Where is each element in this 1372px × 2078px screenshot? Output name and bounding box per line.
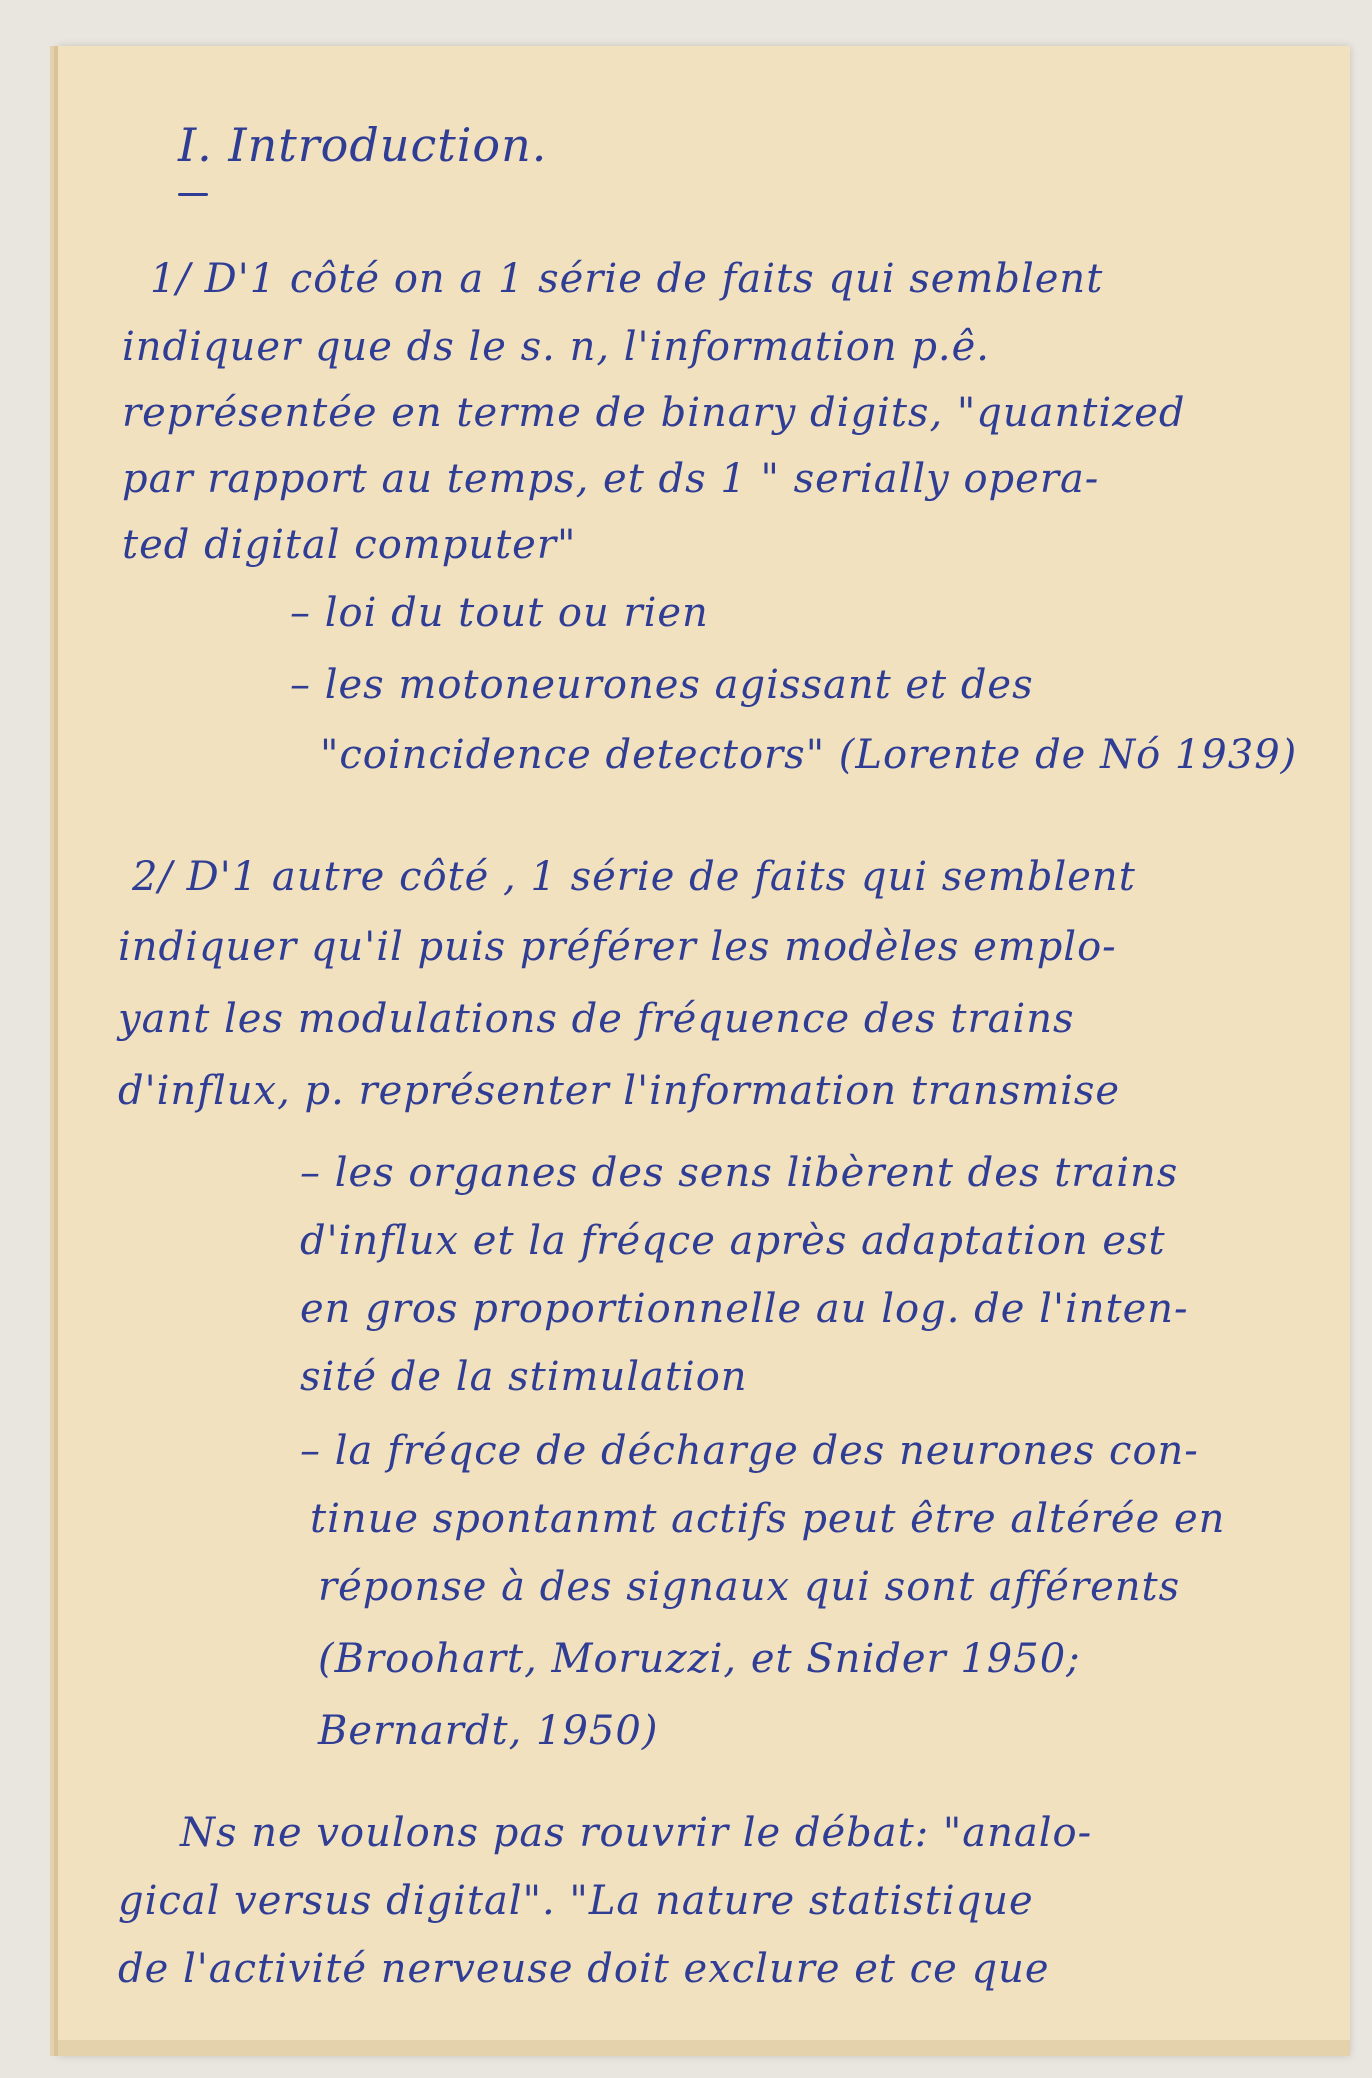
p2-bullet2: tinue spontanmt actifs peut être altérée en (310, 1496, 1226, 1542)
p2-bullet2: Bernardt, 1950) (318, 1708, 659, 1754)
p1-line: ted digital computer" (122, 522, 577, 568)
p2-line: indiquer qu'il puis préférer les modèles emplo- (118, 924, 1117, 970)
page-edge (58, 2040, 1350, 2056)
p2-bullet2: réponse à des signaux qui sont afférents (318, 1564, 1181, 1610)
p2-line: 2/ D'1 autre côté , 1 série de faits qui semblent (132, 854, 1136, 900)
p2-bullet2: – la fréqce de décharge des neurones con- (300, 1428, 1199, 1474)
p2-bullet1: en gros proportionnelle au log. de l'inten- (300, 1286, 1189, 1332)
p2-line: d'influx, p. représenter l'information transmise (118, 1068, 1121, 1114)
p1-line: par rapport au temps, et ds 1 " serially opera- (122, 456, 1100, 502)
p1-line: représentée en terme de binary digits, "quantized (122, 390, 1186, 436)
p2-bullet1: – les organes des sens libèrent des trains (300, 1150, 1179, 1196)
p2-bullet1: sité de la stimulation (300, 1354, 748, 1400)
p1-bullet: – les motoneurones agissant et des (290, 662, 1034, 708)
heading-underline (178, 193, 208, 196)
p2-line: yant les modulations de fréquence des trains (118, 996, 1075, 1042)
p1-line: indiquer que ds le s. n, l'information p.ê. (122, 324, 991, 370)
p2-bullet1: d'influx et la fréqce après adaptation est (300, 1218, 1166, 1264)
p3-line: Ns ne voulons pas rouvrir le débat: "analo- (180, 1810, 1093, 1856)
p1-line: 1/ D'1 côté on a 1 série de faits qui semblent (150, 256, 1104, 302)
p1-bullet: "coincidence detectors" (Lorente de Nó 1939) (320, 732, 1298, 778)
p2-bullet2: (Broohart, Moruzzi, et Snider 1950; (318, 1636, 1081, 1682)
p3-line: gical versus digital". "La nature statistique (118, 1878, 1034, 1924)
heading: I. Introduction. (178, 118, 548, 172)
p3-line: de l'activité nerveuse doit exclure et ce que (118, 1946, 1050, 1992)
p1-bullet: – loi du tout ou rien (290, 590, 709, 636)
